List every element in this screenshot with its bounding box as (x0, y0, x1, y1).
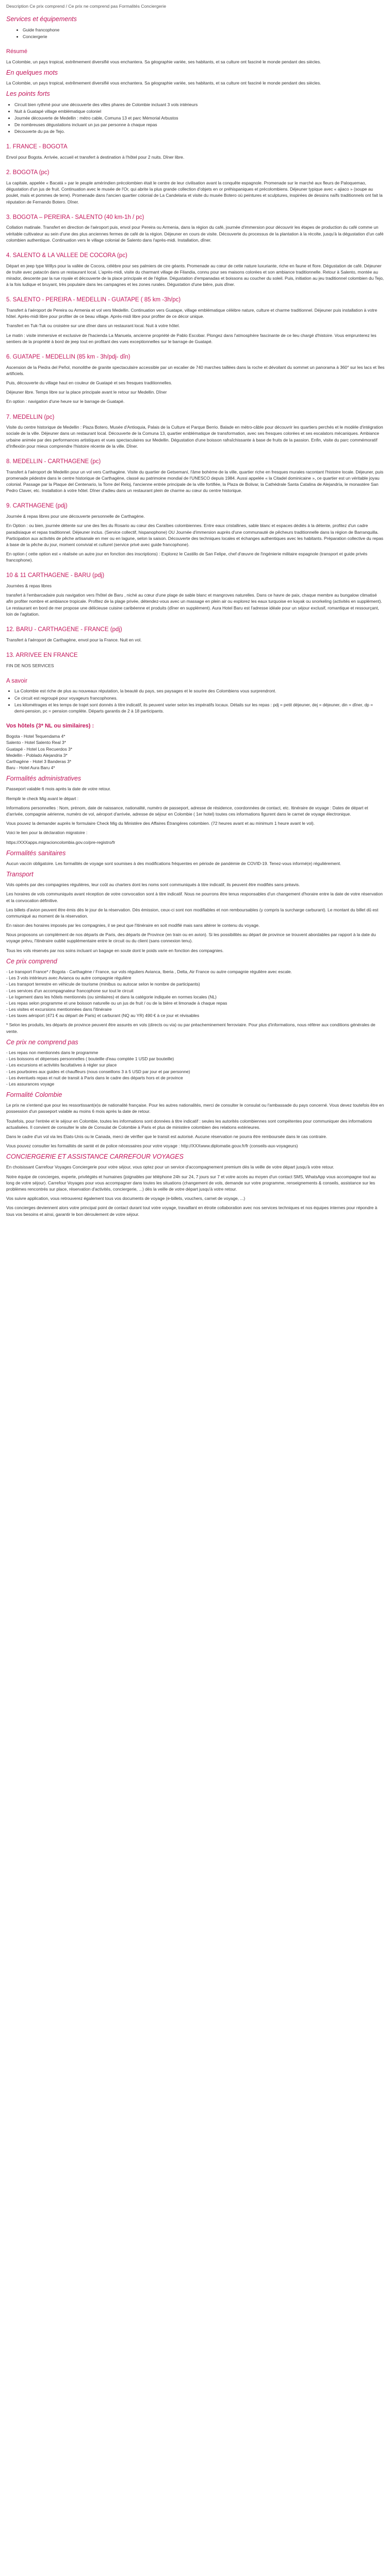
day-text: FIN DE NOS SERVICES (6, 663, 54, 668)
brief-text: La Colombie, un pays tropical, extrêmement diversifié vous enchantera. Sa géographie variée, ses habitants, et sa culture ont fasciné le monde pendant des siècles. (6, 80, 321, 86)
page (0, 0, 391, 1227)
day-text: Envol pour Bogota. Arrivée, accueil et transfert à destination à l'hôtel pour 2 nuits. Dîner libre. (6, 155, 185, 160)
formalites-col-text: Toutefois, pour l'entrée et le séjour en Colombie, toutes les informations sont données à titre indicatif : seules les autorités colombiennes sont compétentes pour communiquer des informations actualisées. Il convient de consulter le site de Consulat de Colombie à Paris et plus de ministère colombien des relations extérieures. (6, 1118, 372, 1130)
day-title: 5. SALENTO - PEREIRA - MEDELLIN - GUATAPE ( 85 km -3h/pc) (6, 297, 181, 303)
day-text: En option ( cette option est « réalisée un autre jour en fonction des inscriptions) : Explorez le Castillo de San Felipe, chef d'œuvre de l'ingénierie militaire espagnole (transport et guide privés francophone). (6, 551, 368, 563)
concierge-text: Vos suivre application, vous retrouverez également tous vos documents de voyage (e-billets, vouchers, carnet de voyage, ...) (6, 1196, 246, 1201)
highlights-list (6, 101, 385, 135)
hotel-item: Guatapé - Hotel Los Recuerdos 3* (6, 746, 73, 752)
highlight-item: • Nuit à Guatapé village emblématique coloniel (14, 108, 385, 114)
prix-item: - Les repas selon programme et une boisson naturelle ou un jus de fruit / ou de la bière et limonade à chaque repas (6, 1000, 227, 1006)
tab-header[interactable]: Description Ce prix comprend / Ce prix ne comprend pas Formalités Conciergerie (6, 4, 166, 9)
concierge-text: En choisissant Carrefour Voyages Conciergerie pour votre séjour, vous optez pour un service d'accompagnement premium dès la veille de votre départ jusqu'à votre retour. (6, 1164, 334, 1170)
transport-text: Les billets d'avion peuvent être émis dès le jour de la réservation. Dès émission, ceux-ci sont non modifiables et non remboursables (y compris la surcharge carburant). Le montant du billet dû est communiqué au moment de la réservation. (6, 907, 379, 919)
formalites-sanitaires-title: Formalités sanitaires (6, 849, 66, 857)
prix-item: - Les transport terrestre en véhicule de tourisme (minibus ou autocar selon le nombre de participants) (6, 981, 200, 987)
formalites-admin-text: Remplir le check Mig avant le départ : (6, 795, 79, 801)
day-text: Collation matinale. Transfert en direction de l'aéroport puis, envol pour Pereira ou Armenia, dans la région du café, journée d'immersion pour découvrir les étapes de production du café comme un véritable cultivateur au sein d'une des plus anciennes fermes de café de la région. Déjeuner en cours de visite. Découverte du processus de la plantation à la récolte, jusqu'à la dégustation d'un café colombien authentique. Continuation vers le village colonial de Salento dans l'après-midi. Installation, dîner. (6, 225, 384, 243)
highlight-item: • Découverte du pa de Tejo. (14, 128, 385, 134)
day-title: 4. SALENTO & LA VALLEE DE COCORA (pc) (6, 252, 127, 259)
day-title: 6. GUATAPE - MEDELLIN (85 km - 3h/pdj- dîn) (6, 354, 131, 360)
highlight-item: • Circuit bien rythmé pour une découverte des villes phares de Colombie incluant 3 vols intérieurs (14, 101, 385, 108)
highlight-item: • De nombreuses dégustations incluant un jus par personne à chaque repas (14, 122, 385, 128)
services-link[interactable]: • Conciergerie (23, 33, 385, 40)
day-text: Journées & repas libres (6, 583, 52, 589)
savoir-title: A savoir (6, 677, 27, 684)
noprix-item: - Les éventuels repas et nuit de transit à Paris dans le cadre des départs hors et de province (6, 1075, 183, 1080)
day-text: Le matin : visite immersive et exclusive de l'hacienda La Manuela, ancienne propriété de Pablo Escobar. Plongez dans l'atmosphère fascinante de ce lieu chargé d'histoire. Vous emprunterez les sentiers de la propriété à bord de jeep tout en profitant des vues exceptionnelles sur le barrage de Guatapé. (6, 332, 377, 344)
day-title: 3. BOGOTA – PEREIRA - SALENTO (40 km-1h / pc) (6, 214, 144, 221)
noprix-item: - Les pourboires aux guides et chauffeurs (nous conseillons 3 à 5 USD par jour et par personne) (6, 1069, 190, 1074)
concierge-title: CONCIERGERIE ET ASSISTANCE CARREFOUR VOYAGES (6, 1153, 184, 1161)
noprix-item: - Les boissons et dépenses personnelles ( bouteille d'eau comptée 1 USD par bouteille) (6, 1056, 174, 1062)
prix-note: * Selon les produits, les départs de province peuvent être assurés en vols (directs ou via) ou par préacheminement ferroviaire. Pour plus d'informations, nous référer aux conditions générales de vente. (6, 1022, 376, 1034)
hotel-item: Medellin - Poblado Alejandria 3* (6, 752, 68, 758)
day-text: Puis, découverte du village haut en couleur de Guatapé et ses fresques traditionnelles. (6, 380, 172, 386)
day-text: Transfert à l'aéroport de Pereira ou Armenia et vol vers Medellin. Continuation vers Guatape, village emblématique célèbre nature, culture et charme traditionnel. Déjeuner puis installation à votre hôtel. Après-midi libre pour profiter de ce beau village. Après-midi libre pour profiter de ce décor unique. (6, 308, 378, 319)
formalites-col-title: Formalité Colombie (6, 1091, 62, 1099)
day-title: 13. ARRIVEE EN FRANCE (6, 652, 78, 658)
hotel-item: Carthagène - Hotel 3 Banderas 3* (6, 758, 72, 764)
prix-list (6, 969, 385, 1019)
resume-title: Résumé (6, 48, 27, 55)
day-text: Transfert en Tuk-Tuk ou croisière sur une dîner dans un restaurant local. Nuit à votre hôtel. (6, 323, 180, 329)
prix-item: - Les taxes aéroport (471 € au départ de Paris) et carburant (NQ au YR) 490 € à ce jour et révisables (6, 1013, 200, 1019)
concierge-text: Vos concierges deviennent alors votre principal point de contact durant tout votre voyage, travaillant en étroite collaboration avec nos services techniques et nos équipes internes pour répondre à tous vos besoins et ainsi, garantir le bon déroulement de votre séjour. (6, 1205, 378, 1217)
formalites-admin-text: Informations personnelles : Nom, prénom, date de naissance, nationalité, numéro de passeport, adresse de résidence, coordonnées de contact, etc. Itinéraire de voyage : Dates de départ et d'arrivée, compagnie aérienne, numéro de vol, aéroport d'arrivée, adresse de séjour en Colombie ( 1er hotel) toutes ces informations figurent dans le carnet de voyage électronique. (6, 805, 368, 817)
savoir-list (6, 688, 385, 714)
formalites-col-text: Le prix ne s'entend que pour les ressortissant(e)s de nationalité française. Pour les autres nationalités, merci de consulter le consulat ou l'ambassade du pays concerné. Vous devez toutefois être en possession d'un passeport valable au moins 6 mois après la date de retour. (6, 1103, 384, 1114)
formalites-col-text: Dans le cadre d'un vol via les Etats-Unis ou le Canada, merci de vérifier que le transit est autorisé. Aucune réservation ne pourra être remboursée dans le cas contraire. (6, 1133, 328, 1139)
formalites-admin-link[interactable]: https://XXXapps.migracioncolombia.gov.co/pre-registro/fr (6, 839, 116, 845)
formalites-admin-text: Voici le lien pour la déclaration migratoire : (6, 830, 88, 836)
prix-item: - Les services d'un accompagnateur francophone sur tout le circuit (6, 988, 134, 993)
brief-title: En quelques mots (6, 69, 58, 77)
formalites-admin-text: Passeport valable 6 mois après la date de votre retour. (6, 786, 111, 792)
day-title: 2. BOGOTA (pc) (6, 170, 50, 176)
hotels-title: Vos hôtels (3* NL ou similaires) : (6, 723, 94, 730)
day-text: Ascension de la Piedra del Peñol, monolithe de granite spectaculaire accessible par un escalier de 740 marches taillées dans la roche et dévoilant du sommet un panorama à 360° sur les lacs et îles artificiels. (6, 364, 385, 376)
noprix-item: - Les excursions et activités facultatives à régler sur place (6, 1062, 117, 1068)
day-text: Départ en jeep type Willys pour la vallée de Cocora, célèbre pour ses palmiers de cire géants. Promenade au cœur de cette nature luxuriante, riche en faune et flore. Dégustation de café. Déjeuner de truite avec patacón dans un restaurant local. L'après-midi, visite du charmant village de Filandia, connu pour ses maisons colorées et son ambiance traditionnelle. Retour à Salento, montée au mirador, descente par la rue royale et découverte de la place principale et de l'église. Dégustation d'empanadas et boissons au coucher du soleil. Puis, initiation au jeu traditionnel colombien du Tejo, à la fois ludique et bruyant, très populaire dans les campagnes et les zones rurales. Dégustation d'une bière, puis dîner. (6, 263, 384, 287)
day-text: Déjeuner libre. Temps libre sur la place principale avant le retour sur Medellin. Dîner (6, 389, 167, 395)
prix-title: Ce prix comprend (6, 957, 57, 965)
highlights-title: Les points forts (6, 90, 50, 98)
resume-text: La Colombie, un pays tropical, extrêmement diversifié vous enchantera. Sa géographie variée, ses habitants, et sa culture ont fasciné le monde pendant des siècles. (6, 59, 321, 64)
day-title: 8. MEDELLIN - CARTHAGENE (pc) (6, 459, 101, 465)
day-title: 12. BARU - CARTHAGENE - FRANCE (pdj) (6, 626, 122, 633)
formalites-admin-text: Vous pouvez la demander auprès le formulaire Check Mig du Ministère des Affaires Étrangères colombien. (72 heures avant et au minimum 1 heure avant le vol). (6, 821, 315, 826)
noprix-item: - Les assurances voyage (6, 1081, 55, 1087)
savoir-item: • Les kilométrages et les temps de trajet sont donnés à titre indicatif, ils peuvent varier selon les impératifs locaux. Détails sur les repas : pdj = petit déjeuner, dej = déjeuner, din = dîner, dp = demi-pension, pc = pension complète. Départs garantis de 2 à 18 participants. (14, 702, 385, 714)
day-text: Transfert à l'aéroport de Medellin pour un vol vers Carthagène. Visite du quartier de Getsemaní, l'âme bohème de la ville, quartier riche en fresques murales racontant l'histoire locale. Déjeuner, puis promenade pédestre dans le centre historique de Carthagène, classé au patrimoine mondial de l'UNESCO depuis 1984. Aussi appelée « la Citadel dominicaine », ce quartier est un véritable joyau colonial. Passage par la Plaque del Centenario, la Torre del Reloj, l'ancienne entrée principale de la ville fortifiée, la Plaza de Bolivar, la Cathédrale Santa Catalina de Alejandría, le monastère San Pedro Claver, etc. Installation à votre hôtel. Dîner d'adieu dans un restaurant plein de charme au cœur du centre historique. (6, 469, 384, 494)
prix-item: - Le transport France* / Bogota - Carthagène / France, sur vols réguliers Avianca, Iberia , Delta, Air France ou autre compagnie régulière avec escale. (6, 969, 292, 974)
hotel-item: Bogota - Hotel Tequendama 4* (6, 734, 66, 739)
hotel-item: Salento - Hotel Salento Real 3* (6, 740, 66, 745)
prix-item: - Les 3 vols intérieurs avec Avianca ou autre compagnie régulière (6, 975, 132, 981)
day-text: transfert à l'embarcadaire puis navigation vers l'hôtel de Baru , niché au cœur d'une plage de sable blanc et mangroves naturelles. Dans ce havre de paix, chaque membre au bungalow climatisé afin profiter nombre et ambiance tropicale. Profitez de la plage privée, détendez-vous avec un massage en plein air ou explorez les eaux turquoise en kayak ou snorkeling (activités en supplément). Le restaurant en bord de mer propose une délicieuse cuisine caribéenne et produits (dîner en supplément). Aura Hotel Baru est l'adresse idéale pour un séjour exclusif, romantique et ressourçant, loin de l'agitation. (6, 592, 382, 617)
hotel-item: Baru - Hotel Aura Baru 4* (6, 765, 55, 771)
transport-text: En raison des horaires imposés par les compagnies, il se peut que l'itinéraire en soit modifié mais sans altérer le contenu du voyage. (6, 923, 260, 928)
day-title: 1. FRANCE - BOGOTA (6, 144, 68, 150)
services-title: Services et équipements (6, 15, 77, 23)
day-text: En option : navigation d'une heure sur le barrage de Guatapé. (6, 399, 125, 404)
formalites-col-text: Vous pouvez consulter les formalités de santé et de police nécessaires pour votre voyage : http://XXXwww.diplomatie.gouv.fr/fr (conseils-aux-voyageurs) (6, 1143, 298, 1149)
highlight-item: • Journée découverte de Medellin : métro cable, Comuna 13 et parc Mémorial Arbustos (14, 115, 385, 121)
day-title: 7. MEDELLIN (pc) (6, 414, 55, 420)
concierge-text: Notre équipe de concierges, experte, privilégiés et humaines (joignables par téléphone 24h sur 24, 7 jours sur 7 et votre accès au moyen d'un contact SMS, WhatsApp vous accompagne tout au long de votre séjour). Carrefour Voyages pour vous accompagner dans toutes les situations (changement de vols, demande sur votre programme, renseignements & conseils, assistance sur les problèmes rencontrés sur place, réservation d'activités, conciergerie, ...) dès la veille de votre départ jusqu'à votre retour. (6, 1174, 376, 1192)
transport-text: Vols opérés par des compagnies régulières, leur coût au charters dont les noms sont communiqués à titre indicatif, ils peuvent être modifiés sans préavis. (6, 882, 300, 888)
formalites-admin-title: Formalités administratives (6, 775, 82, 783)
transport-title: Transport (6, 871, 34, 878)
day-text: En Option : ou bien, journée détente sur une des îles du Rosario au cœur des Caraïbes colombiennes. Entre eaux cristallines, sable blanc et espaces dédiés à la détente, profitez d'un cadre paradisiaque et repas traditionnel. Déjeuner inclus. (Service collectif, hispanophone) OU Journée d'immersion auprès d'une communauté de pêcheurs traditionnelle dans la région de Barranquilla. Participation aux activités de pêche artisanale en mer ou en lagune, selon la saison. Découverte des techniques locales et échanges authentiques avec les habitants. Préparation collective du repas à base de la pêche du jour, moment convivial et culturel (service privé avec guide francophone). (6, 523, 383, 547)
day-title: 10 & 11 CARTHAGENE - BARU (pdj) (6, 572, 105, 579)
services-link[interactable]: • Guide francophone (23, 27, 385, 33)
noprix-item: - Les repas non mentionnés dans le programme (6, 1049, 99, 1055)
formalites-sanitaires-text: Aucun vaccin obligatoire. Les formalités de voyage sont soumises à des modifications fréquentes en période de pandémie de COVID-19. Tenez-vous informé(e) régulièrement. (6, 860, 341, 866)
day-text: Visite du centre historique de Medellin : Plaza Botero, Musée d'Antioquia, Palais de la Culture et Parque Berrio. Balade en métro-câble pour découvrir les quartiers perchés et le modèle d'intégration sociale de la ville. Déjeuner dans un restaurant local. Découverte de la Comuna 13, quartier emblématique de transformation, avec ses fresques colorées et ses escalators mécaniques. Ambiance urbaine animée par des performances artistiques et vues spectaculaires sur Medellin. Dégustation d'une boisson rafraîchissante à base de fruits de la passion. Enfin, visite du parc commémoratif d'Inflexión pour mieux comprendre l'histoire récente de la ville. Dîner. (6, 425, 383, 449)
prix-item: - Le logement dans les hôtels mentionnés (ou similaires) et dans la catégorie indiquée en normes locales (NL) (6, 994, 217, 999)
transport-text: Les horaires de vols communiqués avant réception de votre convocation sont à titre indicatif. Nous ne pourrons être tenus responsables d'un changement d'horaire entre la date de votre réservation et la convocation définitive. (6, 891, 383, 903)
services-list (6, 27, 385, 40)
savoir-item: • La Colombie est riche de plus au nouveaux réputation, la beauté du pays, ses paysages et le sourire des Colombiens vous surprendront. (14, 688, 385, 694)
noprix-list (6, 1049, 385, 1087)
hotels-list (6, 733, 385, 771)
day-text: Journée & repas libres pour une découverte personnelle de Carthagène. (6, 514, 145, 519)
day-text: Transfert à l'aéroport de Carthagène, envol pour la France. Nuit en vol. (6, 637, 142, 642)
savoir-item: • Ce circuit est regroupé pour voyageurs francophones. (14, 695, 385, 701)
prix-item: - Les visites et excursions mentionnées dans l'itinéraire (6, 1007, 112, 1012)
day-title: 9. CARTHAGENE (pdj) (6, 503, 68, 510)
day-text: La capitale, appelée « Bacatá » par le peuple amérindien précolombien était le centre de leur civilisation avant la conquête espagnole. Promenade sur le marché aux fleurs de Paloquemao, dégustation d'un jus de fruit. Continuation avec le musée de l'Or, qui abrite la plus grande collection d'objets en or préhispaniques et précolombiens. Déjeuner typique avec « ajiaco » (soupe au poulet, maïs et pommes de terre). Promenade dans l'ancien quartier colonial de La Candelaria et visite du musée Botero où peintures et sculptures, inspirées de dessins naïfs traditionnels ont fait la réputation de Fernando Botero. Dîner. (6, 180, 383, 205)
transport-text: Nous proposons un complément de nos départs de Paris, des départs de Province (en train ou en avion). Si les possibilités au départ de province se trouvent abordables par rapport à la date du voyage prévu, l'itinéraire oublié supplémentaire entre le circuit ou du client (sans connexion tenu). (6, 932, 376, 944)
transport-text: Tous les vols réservés par nos soins incluant un bagage en soute dont le poids varie en fonction des compagnies. (6, 947, 224, 953)
noprix-title: Ce prix ne comprend pas (6, 1038, 78, 1046)
